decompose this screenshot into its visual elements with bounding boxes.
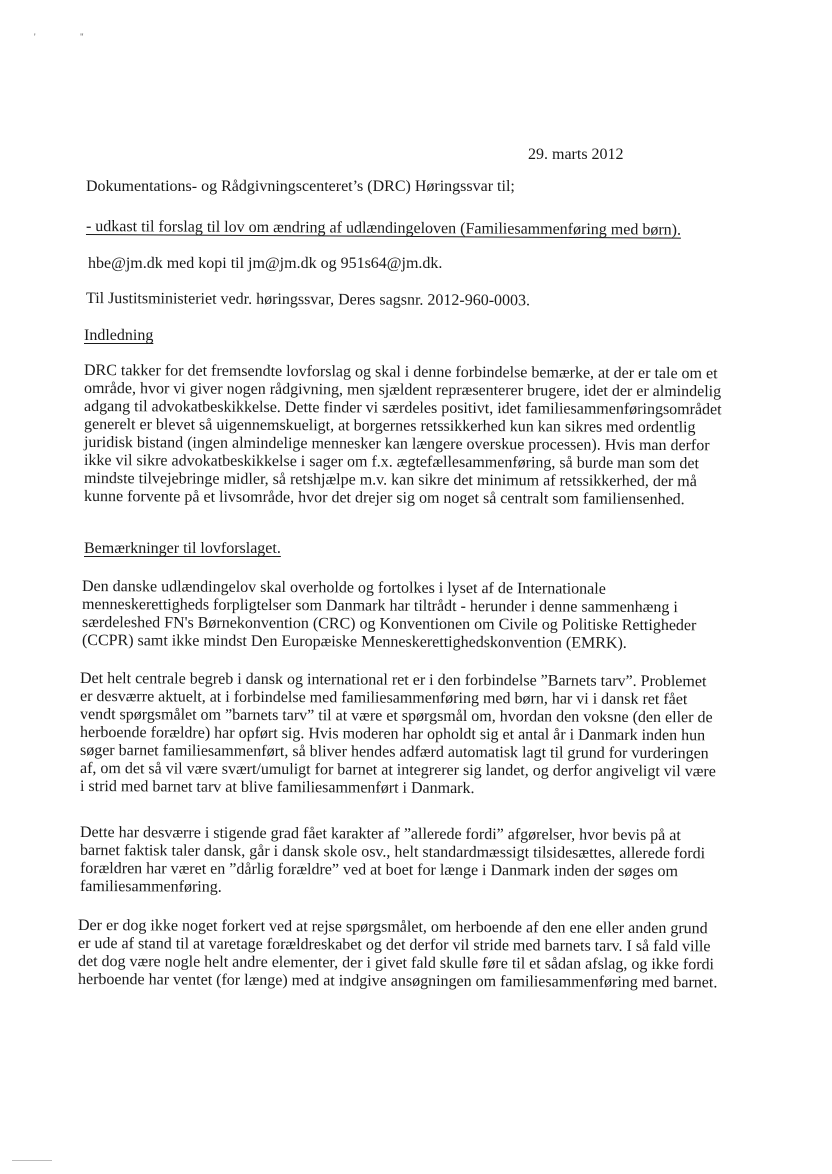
paragraph-line: DRC takker for det fremsendte lovforslag og skal i denne forbindelse bemærke, at der er tale om et <box>83 362 718 383</box>
paragraph-line: herboende forældre) har opført sig. Hvis moderen har opholdt sig et antal år i Danmark inden hun <box>79 724 706 745</box>
scan-mark: ' <box>34 32 36 42</box>
paragraph-line: kunne forvente på et livsområde, hvor det drejer sig om noget så centralt som familiensenhed. <box>83 488 685 509</box>
scan-mark: " <box>80 32 84 42</box>
document-subject: - udkast til forslag til lov om ændring af udlændingeloven (Familiesammenføring med børn). <box>85 218 682 239</box>
email-recipients: hbe@jm.dk med kopi til jm@jm.dk og 951s64@jm.dk. <box>88 255 443 272</box>
scan-edge-line <box>12 1160 52 1161</box>
paragraph-line: (CCPR) samt ikke mindst Den Europæiske Menneskerettighedskonvention (EMRK). <box>81 632 627 652</box>
paragraph-line: familiesammenføring. <box>79 878 222 896</box>
paragraph-line: barnet faktisk taler dansk, går i dansk skole osv., helt standardmæssigt tilsidesættes, allerede fordi <box>79 842 706 863</box>
paragraph-line: er desværre aktuelt, at i forbindelse med familiesammenføring med børn, har vi i dansk ret fået <box>79 688 688 709</box>
paragraph-line: i strid med barnet tarv at blive familiesammenført i Danmark. <box>79 778 475 798</box>
section-title-introduction: Indledning <box>84 327 154 344</box>
paragraph-line: område, hvor vi giver nogen rådgivning, men sjældent repræsenterer brugere, idet der er almindelig <box>83 380 722 401</box>
paragraph-line: mindste tilvejebringe midler, så retshjælpe m.v. kan sikre det minimum af retssikkerhed, der må <box>83 470 697 491</box>
addressee-line: Til Justitsministeriet vedr. høringssvar, Deres sagsnr. 2012-960-0003. <box>85 290 531 310</box>
paragraph-line: det dog være nogle helt andre elementer, der i givet fald skulle føre til et sådan afslag, og ikke fordi <box>77 953 715 974</box>
paragraph-line: generelt er blevet så uigennemskueligt, at borgernes retssikkerhed kun kan sikres med ordentlig <box>83 416 696 437</box>
section-title-remarks: Bemærkninger til lovforslaget. <box>84 540 281 557</box>
paragraph-line: af, om det så vil være svært/umuligt for barnet at integrerer sig landet, og derfor angiveligt vil være <box>79 760 716 781</box>
paragraph-line: vendt spørgsmålet om ”barnets tarv” til at være et spørgsmål om, hvordan den voksne (den eller de <box>79 706 713 727</box>
paragraph-line: ikke vil sikre advokatbeskikkelse i sager om f.x. ægtefællesammenføring, så burde man som det <box>83 452 700 473</box>
paragraph-line: Den danske udlændingelov skal overholde og fortolkes i lyset af de Internationale <box>81 578 606 598</box>
paragraph-line: forældren har været en ”dårlig forældre” ved at boet for længe i Danmark inden der søges om <box>79 860 679 881</box>
paragraph-line: juridisk bistand (ingen almindelige mennesker kan længere overskue processen). Hvis man derfor <box>83 434 710 455</box>
paragraph-line: Dette har desværre i stigende grad fået karakter af ”allerede fordi” afgørelser, hvor bevis på at <box>79 824 681 845</box>
paragraph-line: adgang til advokatbeskikkelse. Dette finder vi særdeles positivt, idet familiesammenføringsområdet <box>83 398 722 419</box>
paragraph-line: Det helt centrale begreb i dansk og international ret er i den forbindelse ”Barnets tarv”. Problemet <box>79 670 707 691</box>
paragraph-line: Der er dog ikke noget forkert ved at rejse spørgsmålet, om herboende af den ene eller anden grund <box>77 917 708 938</box>
paragraph-line: menneskerettigheds forpligtelser som Danmark har tiltrådt - herunder i denne sammenhæng i <box>81 596 678 617</box>
document-heading: Dokumentations- og Rådgivningscenteret’s (DRC) Høringssvar til; <box>86 178 515 195</box>
paragraph-line: søger barnet familiesammenført, så bliver hendes adfærd automatisk lagt til grund for vurderingen <box>79 742 709 763</box>
paragraph-line: herboende har ventet (for længe) med at indgive ansøgningen om familiesammenføring med barnet. <box>77 971 718 992</box>
paragraph-line: er ude af stand til at varetage forældreskabet og det derfor vil stride med barnets tarv. I så fald ville <box>77 935 711 956</box>
document-date: 29. marts 2012 <box>528 146 624 163</box>
paragraph-line: særdeleshed FN's Børnekonvention (CRC) og Konventionen om Civile og Politiske Rettigheder <box>81 614 697 635</box>
